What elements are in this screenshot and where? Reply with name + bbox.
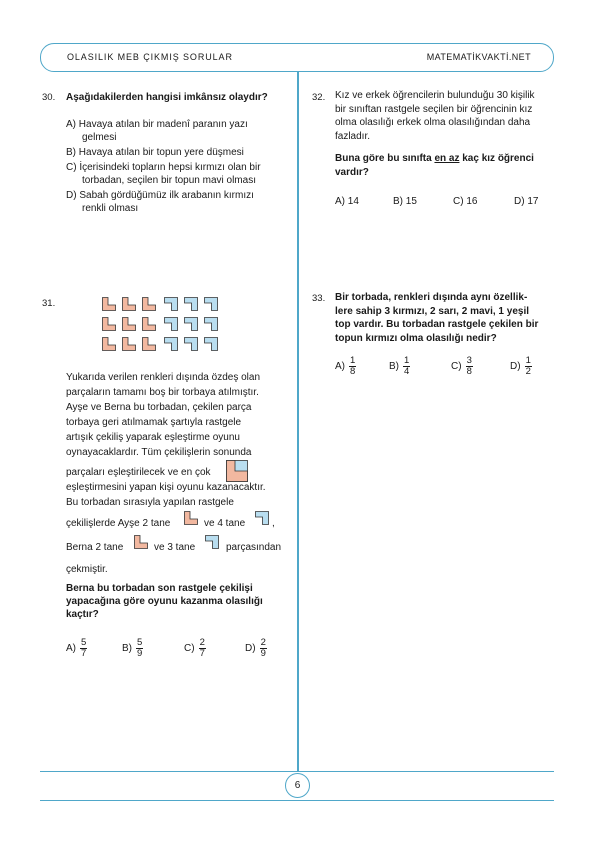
q31-option-c: C) $\frac{2}{7}$: [184, 637, 205, 659]
column-divider: [297, 72, 299, 772]
q30-stem: Aşağıdakilerden hangisi imkânsız olaydır?: [66, 92, 268, 103]
q31-number: 31.: [42, 298, 56, 309]
puzzle-pieces-figure: [102, 297, 222, 355]
matched-pair-icon: [226, 460, 248, 482]
orange-piece-icon: [134, 535, 149, 550]
q31-line-match: parçaları eşleştirilecek ve en çok: [66, 467, 211, 478]
page-number: 6: [285, 773, 310, 798]
orange-piece-icon: [184, 511, 199, 526]
q31-option-a: A) $\frac{5}{7}$: [66, 637, 87, 659]
q30-option-c: C) İçerisindeki topların hepsi kırmızı olan bir torbadan, seçilen bir topun mavi olması: [66, 162, 261, 186]
q31-option-b: B) $\frac{5}{9}$: [122, 637, 143, 659]
q31-berna-line-b: ve 3 tane: [154, 542, 196, 553]
q33-option-a: A) $\frac{1}{8}$: [335, 355, 356, 377]
q31-ayse-line: çekilişlerde Ayşe 2 tane: [66, 518, 171, 529]
header-site: MATEMATİKVAKTİ.NET: [426, 52, 531, 62]
q31-paragraph-2: eşleştirmesini yapan kişi oyunu kazanacaktır. Bu torbadan sırasıyla yapılan rastgele: [66, 482, 266, 508]
q31-question: Berna bu torbadan son rastgele çekilişi yapacağına göre oyunu kazanma olasılığı kaçtır?: [66, 583, 263, 620]
q30-option-a: A) Havaya atılan bir madenî paranın yazı gelmesi: [66, 119, 248, 143]
q33-option-b: B) $\frac{1}{4}$: [389, 355, 410, 377]
q32-option-d: D) 17: [514, 196, 539, 207]
q31-berna-line-c: parçasından: [226, 542, 282, 553]
q33-option-c: C) $\frac{3}{8}$: [451, 355, 472, 377]
q31-paragraph: Yukarıda verilen renkleri dışında özdeş olan parçaların tamamı boş bir torbaya atılmıştır. Ayşe ve Berna bu torbadan, çekilen parça torbaya geri atılmamak şartıyla rastgele artışık çekiliş yaparak eşleştirme oyunu oynayacaklardır. Tüm çekilişlerin sonunda: [66, 372, 261, 458]
q32-option-a: A) 14: [335, 196, 359, 207]
blue-piece-icon: [205, 535, 220, 550]
q33-number: 33.: [312, 293, 326, 304]
q30-option-b: B) Havaya atılan bir topun yere düşmesi: [66, 147, 244, 158]
q31-ayse-comma: ,: [272, 518, 275, 529]
q32-stem: Kız ve erkek öğrencilerin bulunduğu 30 kişilik bir sınıftan rastgele seçilen bir öğrencinin kız olma olasılığı erkek olma olasılığından daha fazladır.: [335, 90, 535, 142]
page-header: [40, 43, 554, 72]
q33-option-d: D) $\frac{1}{2}$: [510, 355, 531, 377]
q33-stem: Bir torbada, renkleri dışında aynı özellik- lere sahip 3 kırmızı, 2 sarı, 2 mavi, 1 yeşil top vardır. Bu torbadan rastgele çekilen bir topun kırmızı olma olasılığı nedir?: [335, 292, 539, 344]
blue-piece-icon: [255, 511, 270, 526]
q30-option-d: D) Sabah gördüğümüz ilk arabanın kırmızı renkli olması: [66, 190, 254, 214]
footer-rule-bottom: [40, 800, 554, 801]
q30-number: 30.: [42, 92, 56, 103]
q32-option-b: B) 15: [393, 196, 417, 207]
header-title: OLASILIK MEB ÇIKMIŞ SORULAR: [67, 52, 233, 62]
q31-option-d: D) $\frac{2}{9}$: [245, 637, 266, 659]
q32-option-c: C) 16: [453, 196, 478, 207]
q31-drawn: çekmiştir.: [66, 564, 108, 575]
q32-number: 32.: [312, 92, 326, 103]
q32-question: Buna göre bu sınıfta en az kaç kız öğrenci vardır?: [335, 153, 534, 178]
q31-berna-line: Berna 2 tane: [66, 542, 124, 553]
q31-ayse-line-b: ve 4 tane: [204, 518, 246, 529]
